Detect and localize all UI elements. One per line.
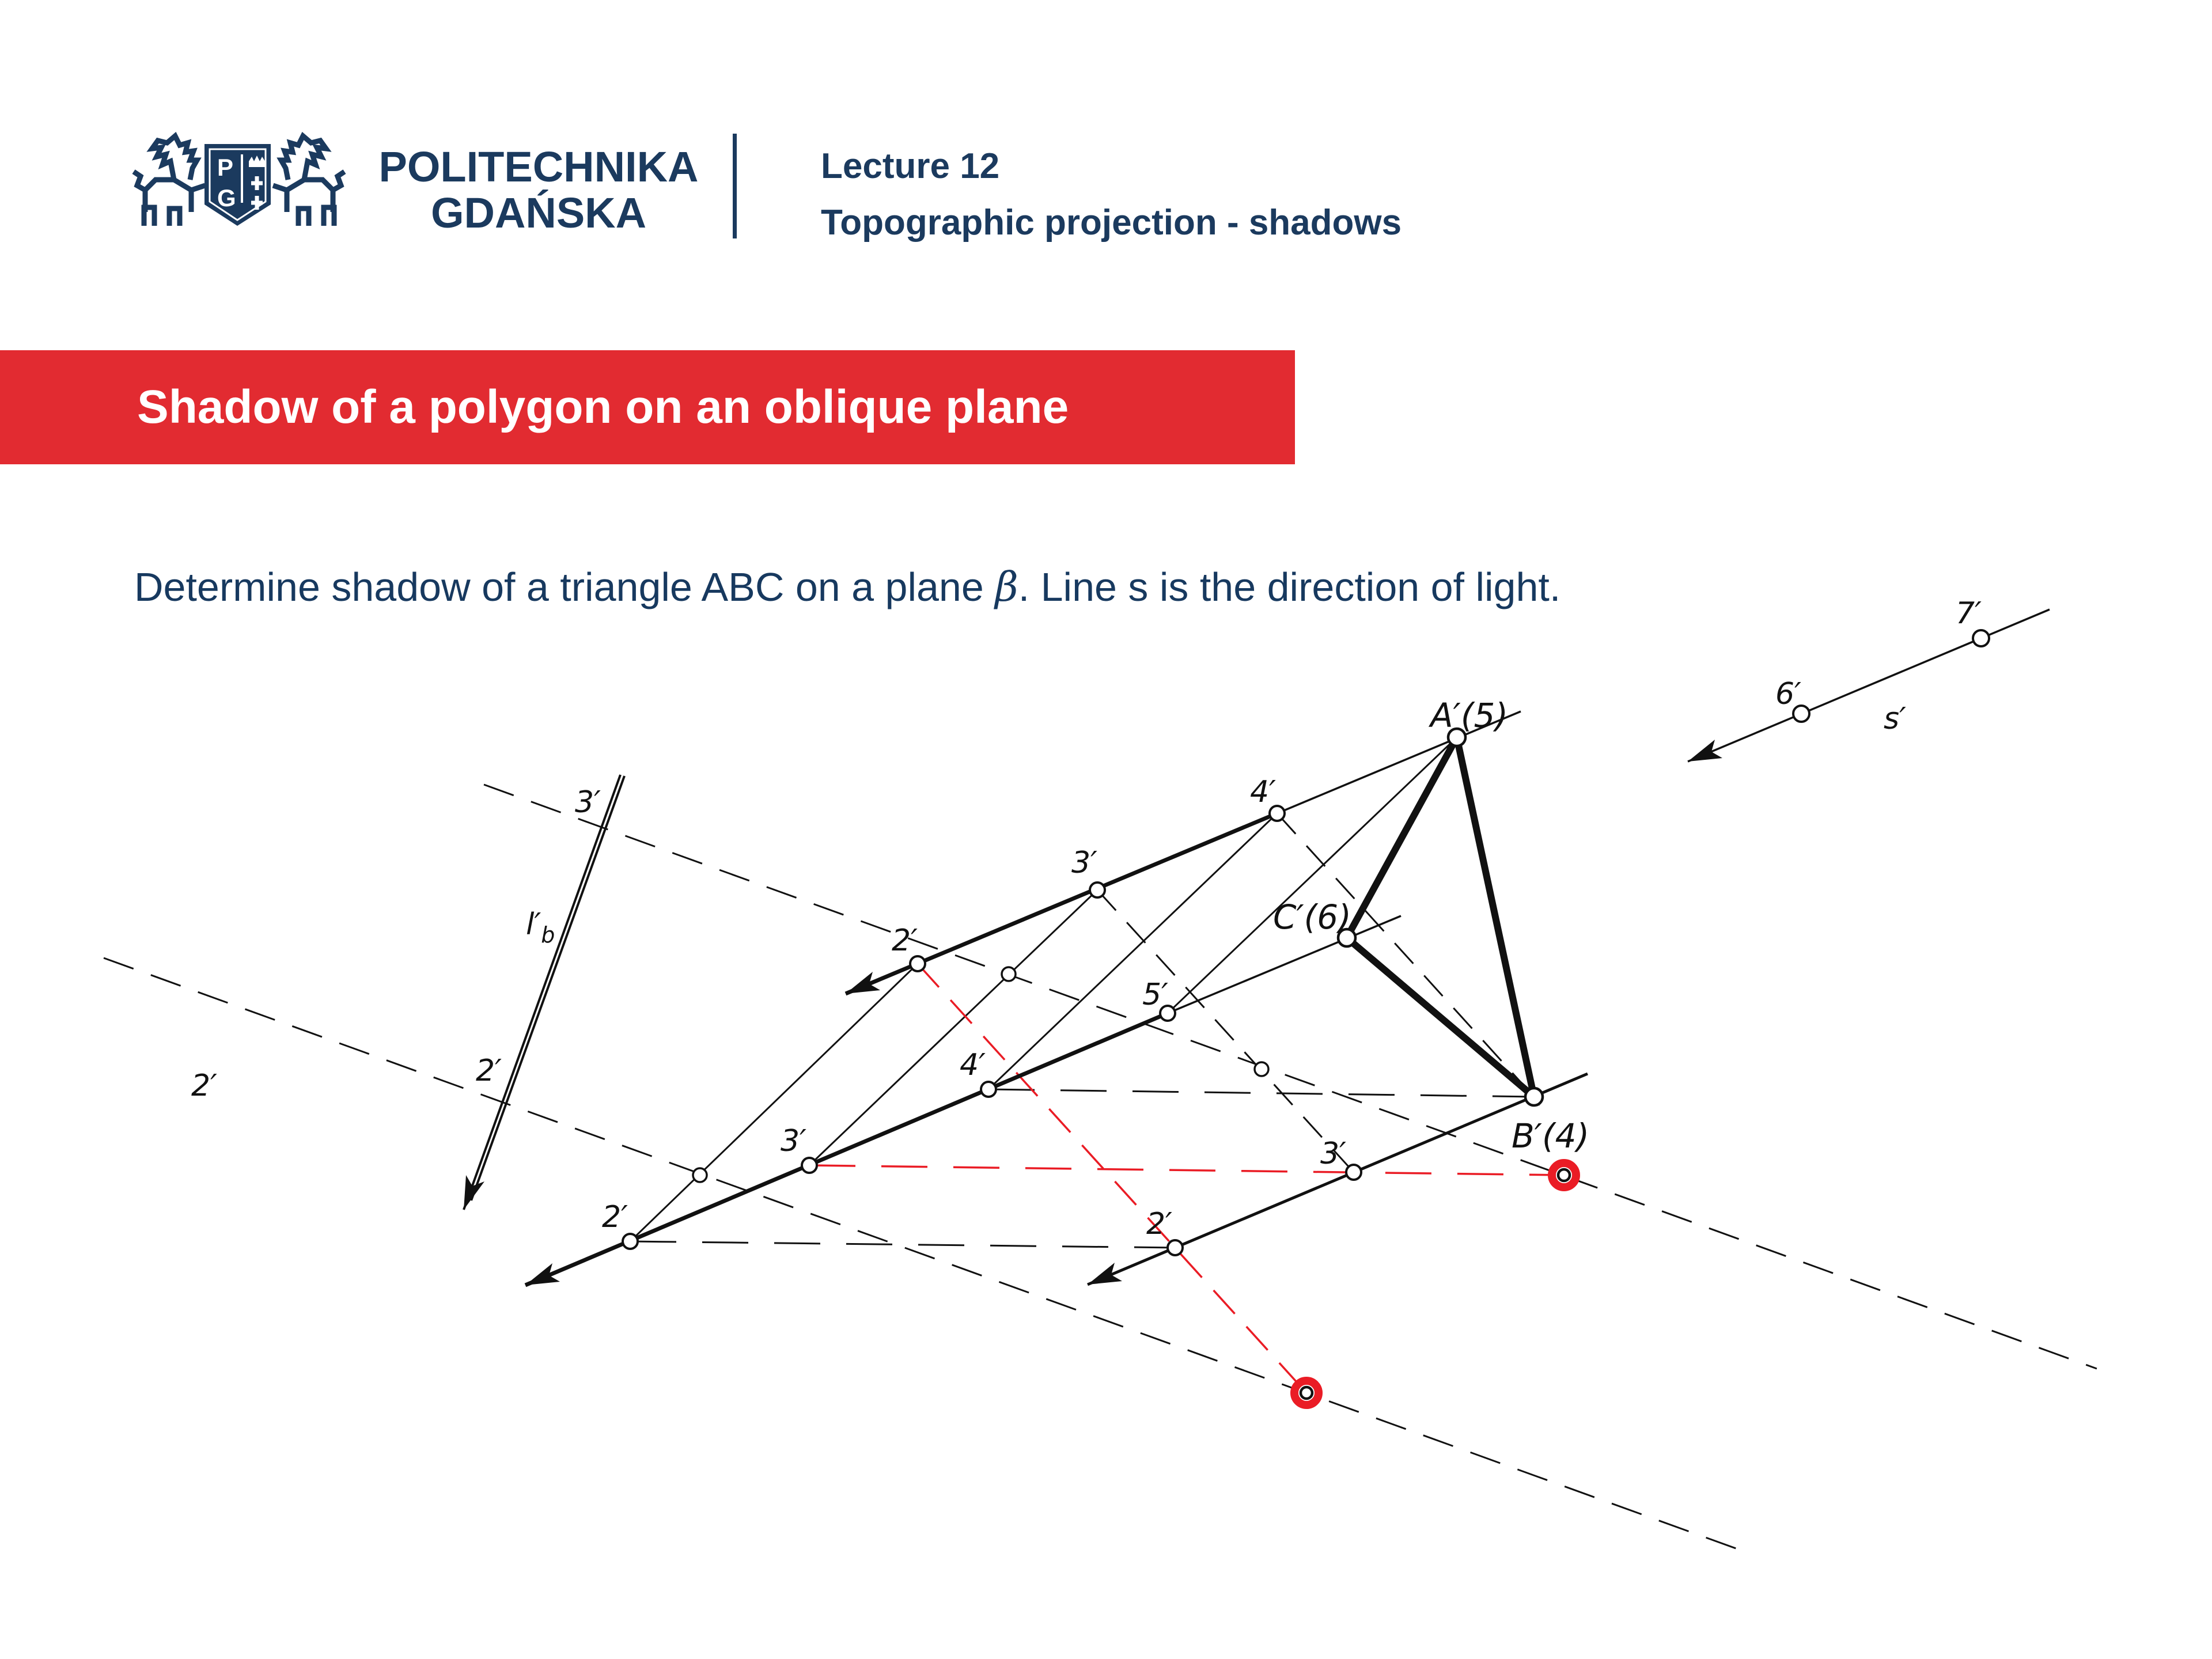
shadow-point-2 [1294,1381,1319,1405]
slide-title: Shadow of a polygon on an oblique plane [137,381,1069,433]
level-4-connector-AC [988,813,1277,1089]
label-2-rayB: 2′ [1146,1207,1172,1241]
label-2-rayA: 2′ [892,923,918,958]
lecture-number: Lecture 12 [821,146,1000,186]
slope-scale-line-main [464,775,620,1210]
label-6-prime: 6′ [1775,677,1801,711]
vertex-B-point [1525,1088,1543,1105]
label-s-prime: s′ [1884,702,1906,736]
label-5-rayC: 5′ [1142,978,1168,1012]
point-2-rayC [623,1234,638,1249]
university-name-line1: POLITECHNIKA [378,143,699,191]
intersection-contour3-connectorAC [1002,967,1016,981]
level-4-connector-CB [988,1089,1534,1097]
intersection-contour3-connectorAB [1255,1062,1268,1076]
label-3-slope-scale: 3′ [575,785,601,820]
logo-letter-g: G [217,184,236,211]
problem-text-after: . Line s is the direction of light. [1018,565,1561,609]
level-4-connector-AB [1277,813,1534,1097]
label-7-prime: 7′ [1956,596,1982,631]
plane-contour-2-line [104,958,1745,1552]
logo-letter-p: P [217,154,234,181]
label-vertex-A: A′(5) [1430,696,1509,735]
slope-scale-line-offset [471,776,624,1200]
label-4-rayC: 4′ [960,1048,986,1082]
label-2-rayC: 2′ [602,1200,628,1234]
point-3-rayA [1090,882,1105,897]
lecture-topic: Topographic projection - shadows [821,203,1402,243]
plane-contour-3-line [484,785,2097,1369]
point-4-rayC [981,1082,996,1097]
ray-through-B [1088,1074,1588,1285]
point-2-rayA [910,956,925,971]
point-2-rayB [1168,1240,1183,1255]
beta-symbol: β [995,563,1018,611]
label-3-rayA: 3′ [1071,846,1097,880]
triangle-ABC [1347,737,1534,1097]
level-5-connector-AC [1168,737,1457,1013]
shadow-line-level2-red [918,964,1306,1393]
label-2-slope-scale: 2′ [476,1054,502,1088]
label-4-rayA: 4′ [1250,775,1276,809]
point-7-light-line [1973,630,1989,646]
university-name-line2: GDAŃSKA [430,189,647,237]
shadow-line-level3-red [809,1165,1564,1175]
label-2-contour-left: 2′ [191,1069,217,1103]
light-direction-line [1688,609,2050,762]
label-3-rayC: 3′ [781,1124,806,1158]
point-3-rayB [1346,1165,1361,1180]
label-3-rayB: 3′ [1320,1137,1346,1171]
intersection-contour2-connectorAC [693,1168,707,1182]
label-slope-scale: $l'_b$ [526,907,555,948]
point-3-rayC [802,1158,817,1173]
label-vertex-C: C′(6) [1273,897,1351,937]
problem-text-before: Determine shadow of a triangle ABC on a plane [134,565,995,609]
label-vertex-B: B′(4) [1512,1116,1590,1156]
shadow-point-1 [1552,1163,1576,1187]
level-2-connector-CB [630,1241,1175,1248]
light-direction-arrowhead-icon [1688,740,1722,762]
